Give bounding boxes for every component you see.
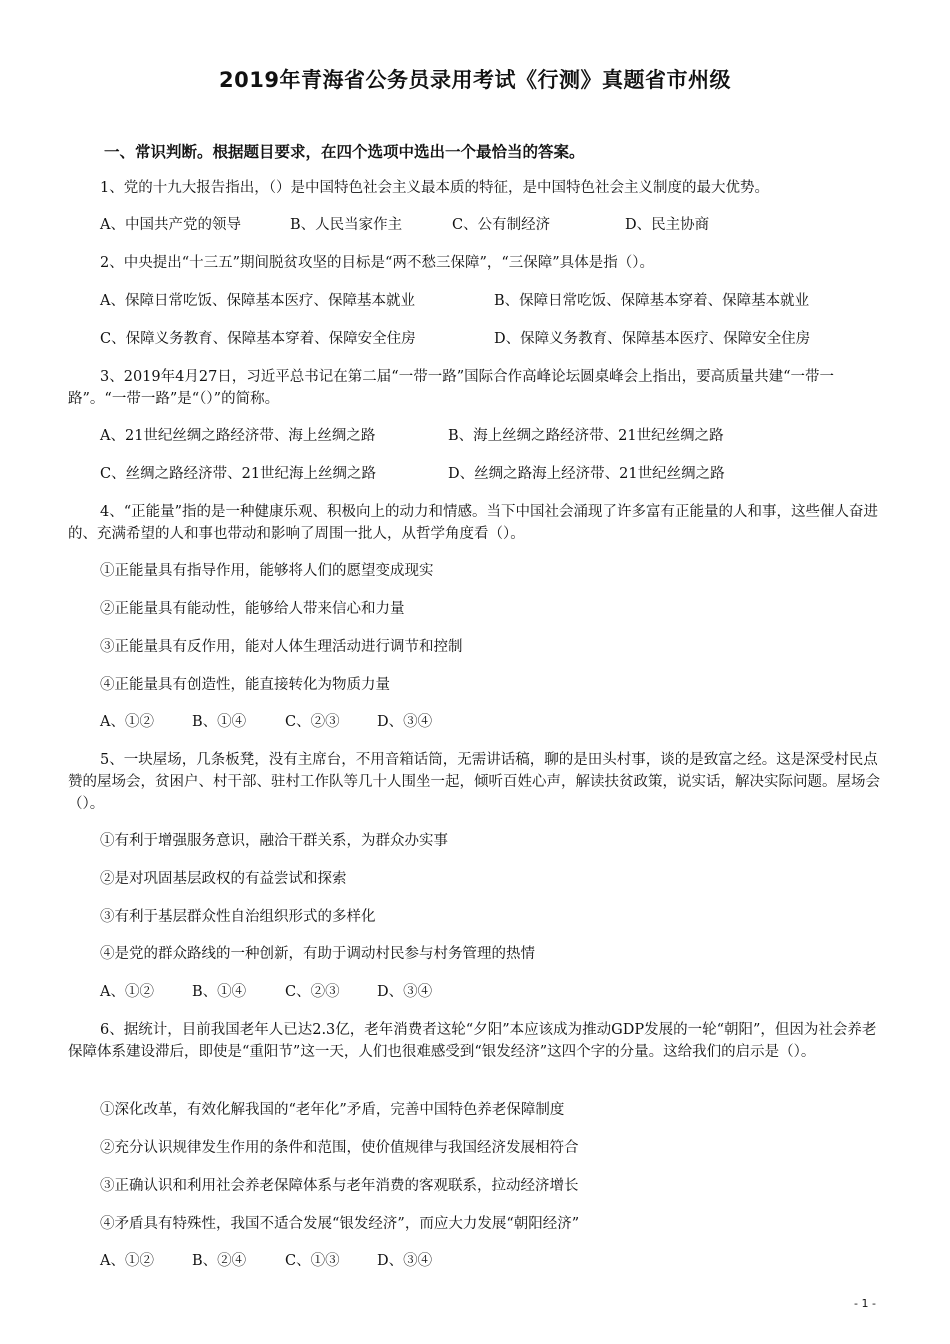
question-6-stem: 6、据统计，目前我国老年人已达2.3亿，老年消费者这轮“夕阳”本应该成为推动GDP发展的一轮“朝阳”，但因为社会养老保障体系建设滞后，即使是“重阳节”这一天，人们也很难感受到“银发经济”这四个字的分量。这给我们的启示是（）。 <box>68 1022 877 1060</box>
question-2-options-row1 <box>100 290 890 312</box>
option-b: B、①④ <box>192 714 247 730</box>
option-b: B、人民当家作主 <box>290 217 403 233</box>
statement-4: ④矛盾具有特殊性，我国不适合发展“银发经济”，而应大力发展“朝阳经济” <box>100 1216 580 1232</box>
option-d: D、③④ <box>377 984 433 1000</box>
option-c: C、②③ <box>285 984 340 1000</box>
option-d: D、③④ <box>377 714 433 730</box>
option-c: C、保障义务教育、保障基本穿着、保障安全住房 <box>100 331 416 347</box>
question-4-options <box>100 711 890 733</box>
statement-1: ①深化改革，有效化解我国的“老年化”矛盾，完善中国特色养老保障制度 <box>100 1102 565 1118</box>
statement-2: ②充分认识规律发生作用的条件和范围，使价值规律与我国经济发展相符合 <box>100 1140 579 1156</box>
statement-4: ④正能量具有创造性，能直接转化为物质力量 <box>100 677 390 693</box>
option-d: D、保障义务教育、保障基本医疗、保障安全住房 <box>494 331 811 347</box>
option-a: A、①② <box>100 984 154 1000</box>
question-3-options-row1 <box>100 425 890 447</box>
statement-2: ②正能量具有能动性，能够给人带来信心和力量 <box>100 601 405 617</box>
question-5-options <box>100 981 890 1003</box>
option-d: D、丝绸之路海上经济带、21世纪丝绸之路 <box>448 466 725 482</box>
question-2-options-row2 <box>100 328 890 350</box>
option-d: D、③④ <box>377 1253 433 1269</box>
option-a: A、中国共产党的领导 <box>100 217 241 233</box>
option-c: C、丝绸之路经济带、21世纪海上丝绸之路 <box>100 466 377 482</box>
option-a: A、①② <box>100 714 154 730</box>
question-3-stem: 3、2019年4月27日，习近平总书记在第二届“一带一路”国际合作高峰论坛圆桌峰会上指出，要高质量共建“一带一路”。“一带一路”是“（）”的简称。 <box>68 369 835 407</box>
question-2-stem: 2、中央提出“十三五”期间脱贫攻坚的目标是“两不愁三保障”，“三保障”具体是指（）。 <box>100 255 654 271</box>
option-c: C、①③ <box>285 1253 340 1269</box>
option-b: B、①④ <box>192 984 247 1000</box>
option-b: B、保障日常吃饭、保障基本穿着、保障基本就业 <box>494 293 810 309</box>
option-b: B、海上丝绸之路经济带、21世纪丝绸之路 <box>448 428 724 444</box>
option-c: C、②③ <box>285 714 340 730</box>
statement-2: ②是对巩固基层政权的有益尝试和探索 <box>100 871 347 887</box>
question-3-options-row2 <box>100 463 890 485</box>
question-5-stem: 5、一块屋场，几条板凳，没有主席台，不用音箱话筒，无需讲话稿，聊的是田头村事，谈的是致富之经。这是深受村民点赞的屋场会，贫困户、村干部、驻村工作队等几十人围坐一起，倾听百姓心声，解读扶贫政策，说实话，解决实际问题。屋场会（）。 <box>68 752 880 812</box>
statement-1: ①有利于增强服务意识，融洽干群关系，为群众办实事 <box>100 833 448 849</box>
section-heading: 一、常识判断。根据题目要求，在四个选项中选出一个最恰当的答案。 <box>104 143 585 161</box>
option-c: C、公有制经济 <box>452 217 551 233</box>
question-4-stem: 4、“正能量”指的是一种健康乐观、积极向上的动力和情感。当下中国社会涌现了许多富有正能量的人和事，这些催人奋进的、充满希望的人和事也带动和影响了周围一批人，从哲学角度看（）。 <box>68 504 879 542</box>
option-a: A、保障日常吃饭、保障基本医疗、保障基本就业 <box>100 293 415 309</box>
statement-3: ③正确认识和利用社会养老保障体系与老年消费的客观联系，拉动经济增长 <box>100 1178 579 1194</box>
statement-1: ①正能量具有指导作用，能够将人们的愿望变成现实 <box>100 563 434 579</box>
statement-3: ③有利于基层群众性自治组织形式的多样化 <box>100 909 376 925</box>
option-a: A、21世纪丝绸之路经济带、海上丝绸之路 <box>100 428 376 444</box>
page-number: - 1 - <box>854 1297 876 1310</box>
question-1-stem: 1、党的十九大报告指出，（）是中国特色社会主义最本质的特征，是中国特色社会主义制度的最大优势。 <box>100 180 769 196</box>
statement-4: ④是党的群众路线的一种创新，有助于调动村民参与村务管理的热情 <box>100 946 535 962</box>
document-title: 2019年青海省公务员录用考试《行测》真题省市州级 <box>219 68 731 92</box>
statement-3: ③正能量具有反作用，能对人体生理活动进行调节和控制 <box>100 639 463 655</box>
question-6-options <box>100 1250 890 1272</box>
option-d: D、民主协商 <box>625 217 710 233</box>
question-1-options <box>100 214 890 236</box>
option-b: B、②④ <box>192 1253 247 1269</box>
option-a: A、①② <box>100 1253 154 1269</box>
